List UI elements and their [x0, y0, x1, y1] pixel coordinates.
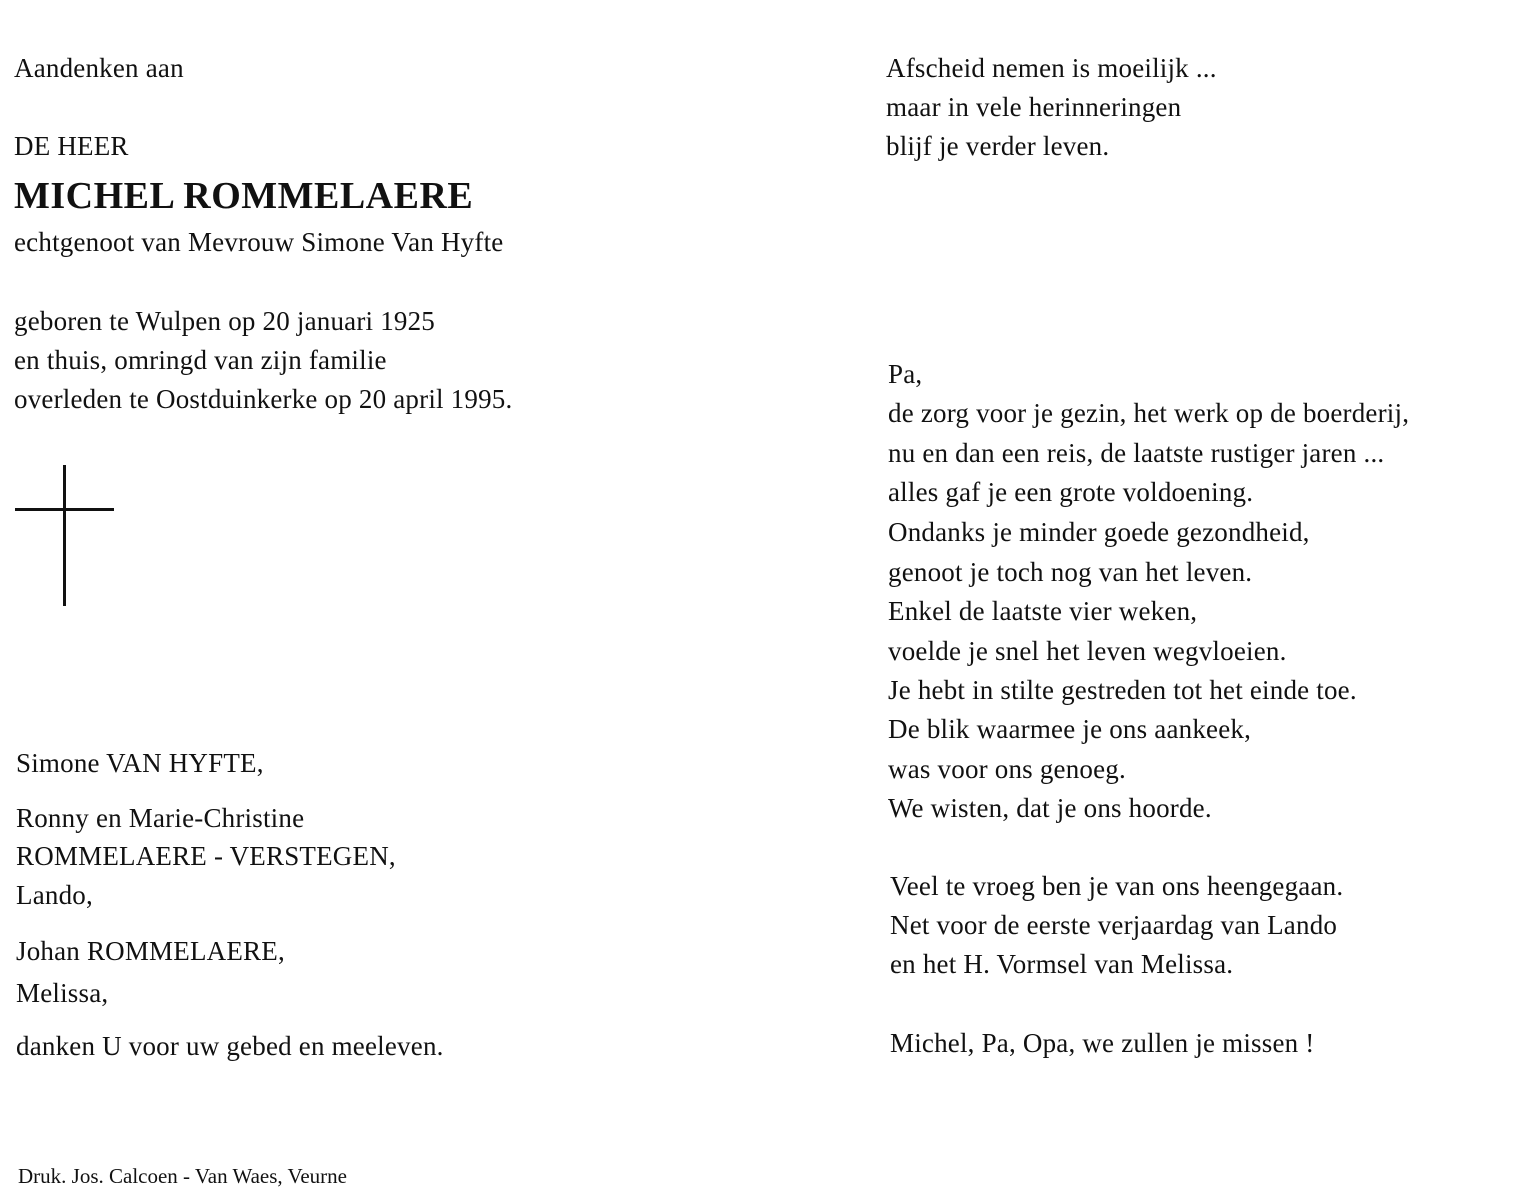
birth-line: geboren te Wulpen op 20 januari 1925	[14, 306, 436, 336]
family-line: ROMMELAERE - VERSTEGEN,	[16, 841, 396, 871]
death-line: overleden te Oostduinkerke op 20 april 1995.	[14, 384, 513, 414]
closing-line: en het H. Vormsel van Melissa.	[890, 949, 1234, 979]
closing-line: Net voor de eerste verjaardag van Lando	[890, 910, 1338, 940]
verse-line: maar in vele herinneringen	[886, 92, 1182, 122]
poem-line: De blik waarmee je ons aankeek,	[888, 714, 1252, 744]
poem-line: We wisten, dat je ons hoorde.	[888, 793, 1212, 823]
family-line: Simone VAN HYFTE,	[16, 748, 264, 778]
family-line: Ronny en Marie-Christine	[16, 803, 305, 833]
poem-line: Ondanks je minder goede gezondheid,	[888, 517, 1310, 547]
poem-line: de zorg voor je gezin, het werk op de boerderij,	[888, 398, 1410, 428]
spouse-line: echtgenoot van Mevrouw Simone Van Hyfte	[14, 227, 504, 257]
intro-text: Aandenken aan	[14, 53, 184, 83]
title-text: DE HEER	[14, 131, 129, 161]
poem-line: alles gaf je een grote voldoening.	[888, 477, 1254, 507]
verse-line: blijf je verder leven.	[886, 131, 1110, 161]
thanks-line: danken U voor uw gebed en meeleven.	[16, 1031, 444, 1061]
closing-line: Veel te vroeg ben je van ons heengegaan.	[890, 871, 1344, 901]
poem-line: nu en dan een reis, de laatste rustiger jaren ...	[888, 438, 1385, 468]
poem-line: Pa,	[888, 359, 923, 389]
poem-line: genoot je toch nog van het leven.	[888, 557, 1253, 587]
family-line: Johan ROMMELAERE,	[16, 936, 285, 966]
home-line: en thuis, omringd van zijn familie	[14, 345, 387, 375]
verse-line: Afscheid nemen is moeilijk ...	[886, 53, 1217, 83]
poem-line: was voor ons genoeg.	[888, 754, 1126, 784]
printer-credit: Druk. Jos. Calcoen - Van Waes, Veurne	[18, 1164, 347, 1188]
poem-line: Je hebt in stilte gestreden tot het einde toe.	[888, 675, 1357, 705]
poem-line: voelde je snel het leven wegvloeien.	[888, 636, 1287, 666]
family-line: Lando,	[16, 880, 93, 910]
farewell-line: Michel, Pa, Opa, we zullen je missen !	[890, 1028, 1315, 1058]
family-line: Melissa,	[16, 978, 109, 1008]
poem-line: Enkel de laatste vier weken,	[888, 596, 1198, 626]
deceased-name: MICHEL ROMMELAERE	[14, 175, 474, 217]
